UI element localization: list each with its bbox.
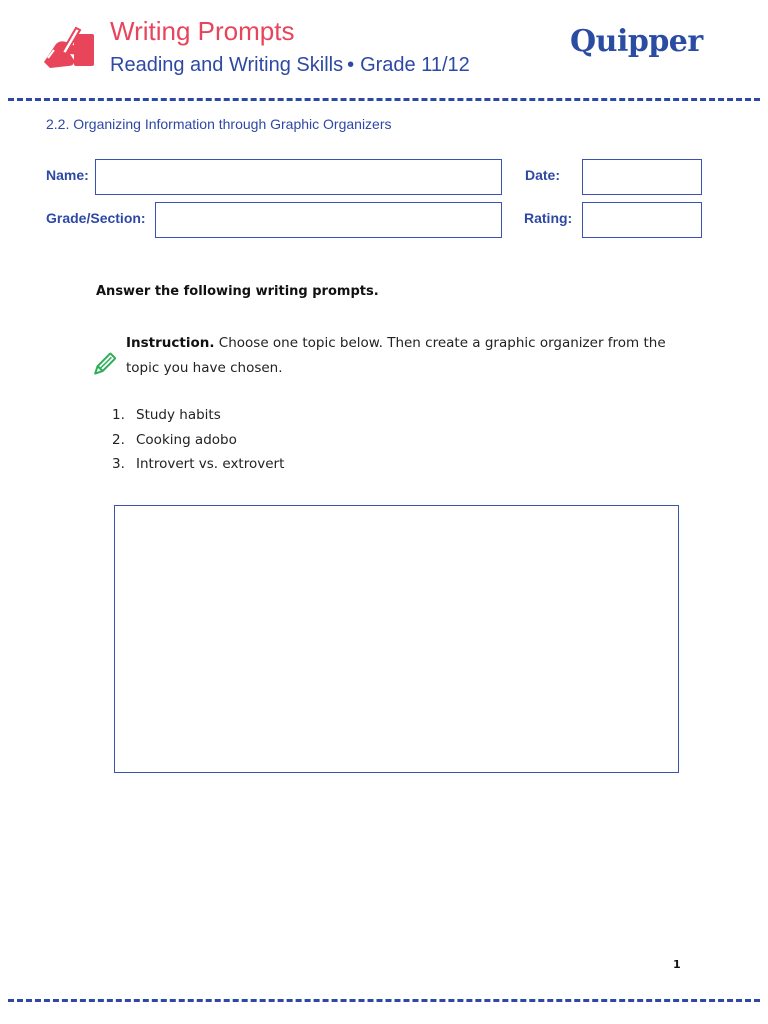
rating-field[interactable] [582, 202, 702, 238]
worksheet-subtitle [110, 54, 470, 77]
name-label: Name: [46, 167, 89, 183]
pencil-icon [90, 350, 118, 378]
grade-section-label: Grade/Section: [46, 210, 146, 226]
list-item [112, 452, 284, 477]
subject-name: Reading and Writing Skills [110, 54, 344, 76]
instruction-text [126, 331, 686, 381]
grade-level: Grade 11/12 [360, 54, 470, 76]
brand-logo: Quipper [570, 24, 703, 59]
rating-label: Rating: [524, 210, 573, 226]
subtitle-separator: • [347, 54, 355, 76]
list-item [112, 428, 284, 453]
footer-divider [8, 999, 760, 1002]
topic-text: Cooking adobo [136, 431, 237, 448]
list-item [112, 403, 284, 428]
header-divider [8, 98, 760, 101]
answer-heading: Answer the following writing prompts. [96, 284, 379, 299]
instruction-label: Instruction. [126, 335, 215, 351]
name-field[interactable] [95, 159, 502, 195]
topic-number: 3. [112, 456, 125, 472]
lesson-title: 2.2. Organizing Information through Graphic Organizers [46, 116, 392, 132]
date-field[interactable] [582, 159, 702, 195]
page-number: 1 [673, 958, 681, 971]
topic-list [112, 403, 284, 477]
topic-text: Study habits [136, 407, 221, 423]
topic-text: Introvert vs. extrovert [136, 456, 285, 472]
grade-section-field[interactable] [155, 202, 502, 238]
worksheet-title: Writing Prompts [110, 16, 295, 46]
writing-hand-icon [40, 22, 98, 72]
topic-number: 2. [112, 431, 125, 448]
graphic-organizer-box[interactable] [114, 505, 679, 773]
date-label: Date: [525, 167, 561, 183]
topic-number: 1. [112, 407, 125, 423]
instruction-body: Choose one topic below. Then create a graphic organizer from the topic you have chosen. [126, 335, 666, 376]
